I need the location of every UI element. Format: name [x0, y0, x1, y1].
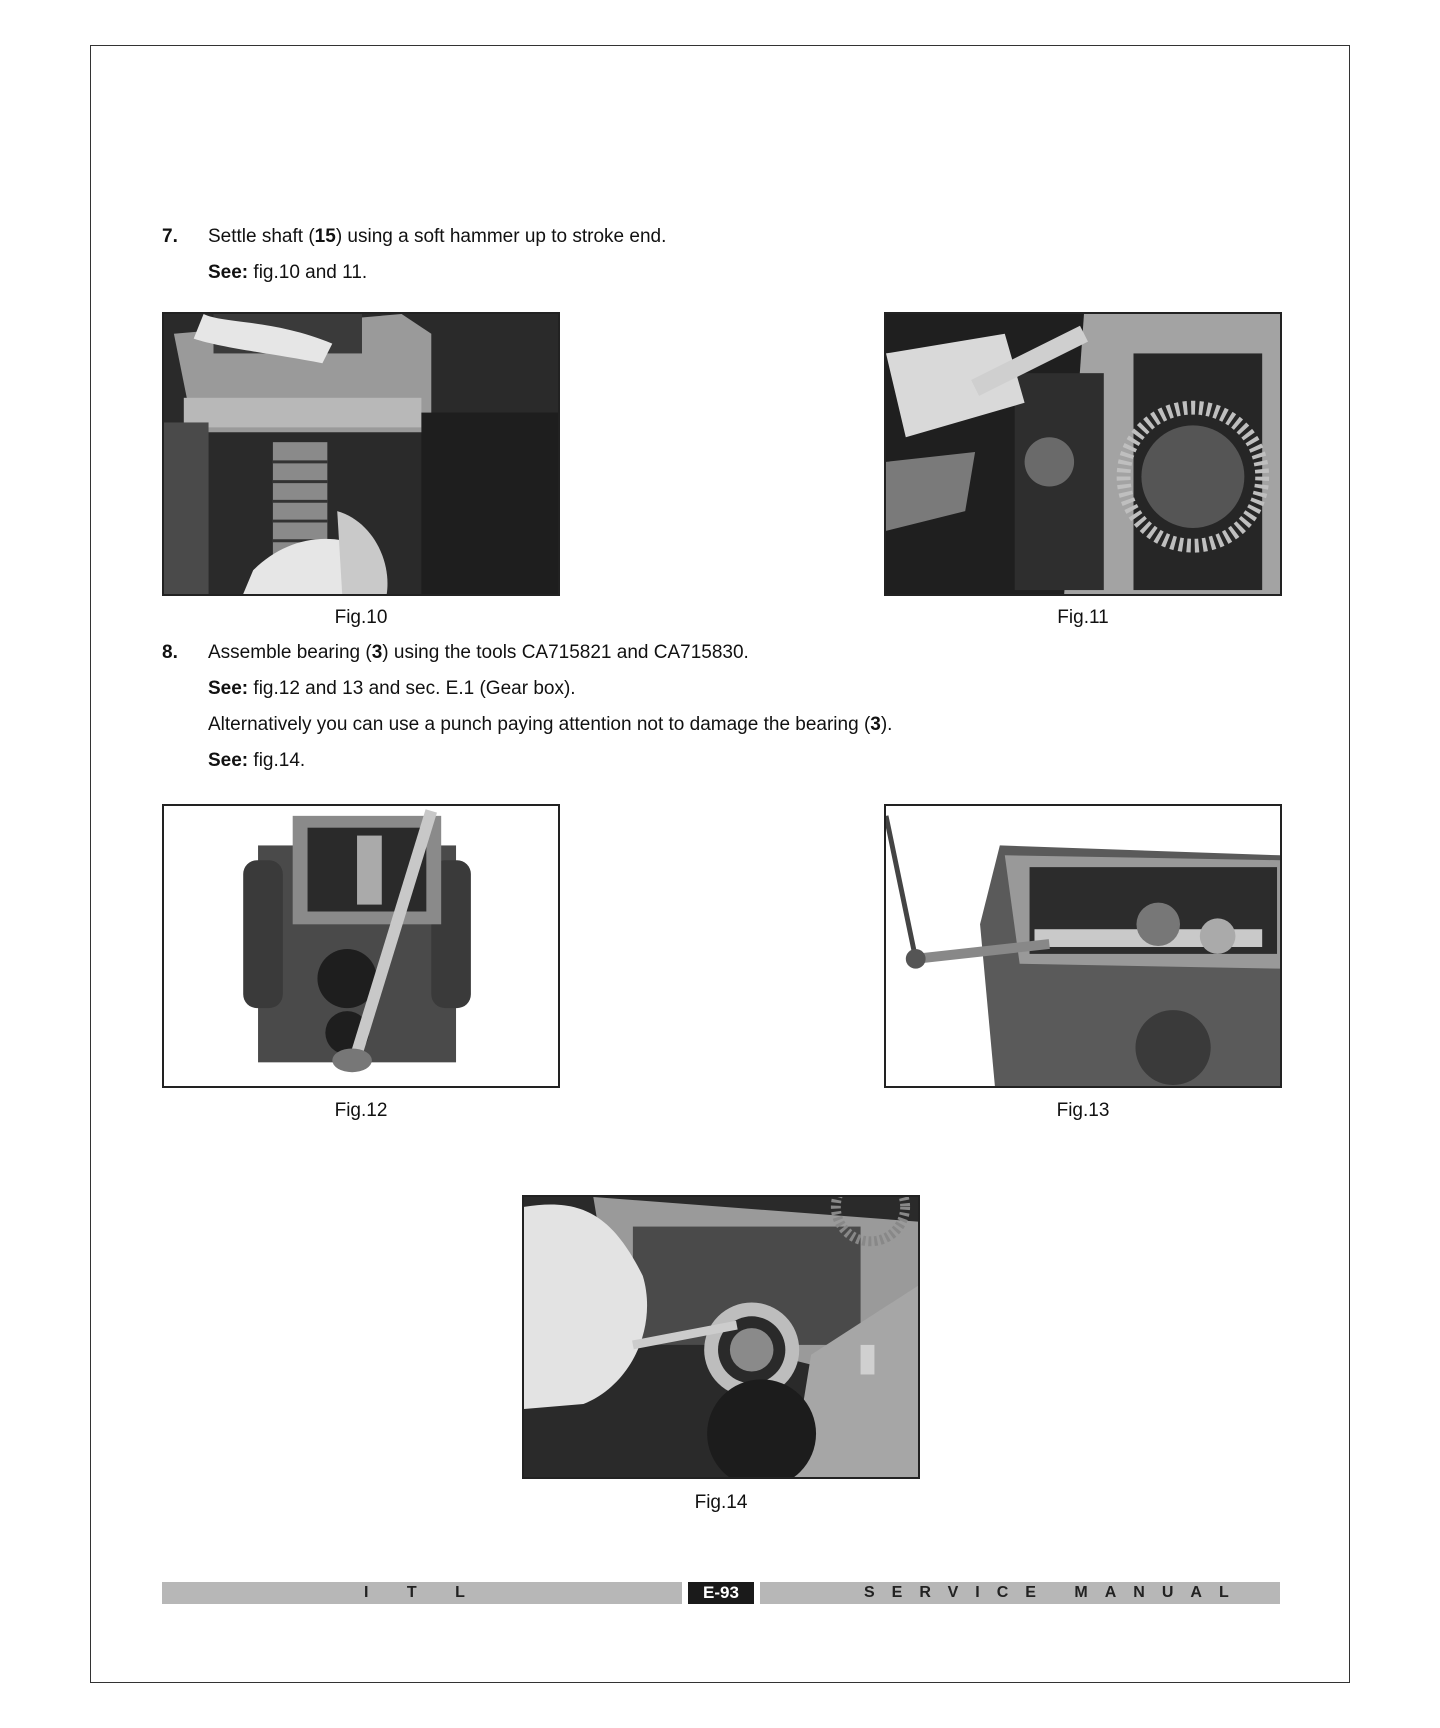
- footer-manual-title: SERVICE MANUAL: [864, 1584, 1246, 1601]
- step-number: 7.: [162, 226, 178, 247]
- see-reference: See: fig.12 and 13 and sec. E.1 (Gear box).: [208, 678, 576, 699]
- step-text: Alternatively you can use a punch paying attention not to damage the bearing (3).: [208, 714, 893, 735]
- fig-12-photo: [162, 804, 560, 1088]
- fig-11-photo: [884, 312, 1282, 596]
- fig-13-photo: [884, 804, 1282, 1088]
- fig-10-photo: [162, 312, 560, 596]
- fig-13-caption: Fig.13: [1056, 1100, 1110, 1121]
- page-number: E-93: [688, 1582, 754, 1604]
- page-footer: [162, 1582, 1280, 1604]
- fig-14-photo: [522, 1195, 920, 1479]
- step-text: Settle shaft (15) using a soft hammer up to stroke end.: [208, 226, 667, 247]
- step-number: 8.: [162, 642, 178, 663]
- step-text: Assemble bearing (3) using the tools CA715821 and CA715830.: [208, 642, 749, 663]
- see-reference: See: fig.10 and 11.: [208, 262, 368, 283]
- fig-10-caption: Fig.10: [334, 607, 388, 628]
- fig-14-caption: Fig.14: [694, 1492, 748, 1513]
- see-reference: See: fig.14.: [208, 750, 306, 771]
- fig-11-caption: Fig.11: [1057, 607, 1109, 628]
- fig-12-caption: Fig.12: [334, 1100, 388, 1121]
- footer-brand: I T L: [364, 1584, 482, 1601]
